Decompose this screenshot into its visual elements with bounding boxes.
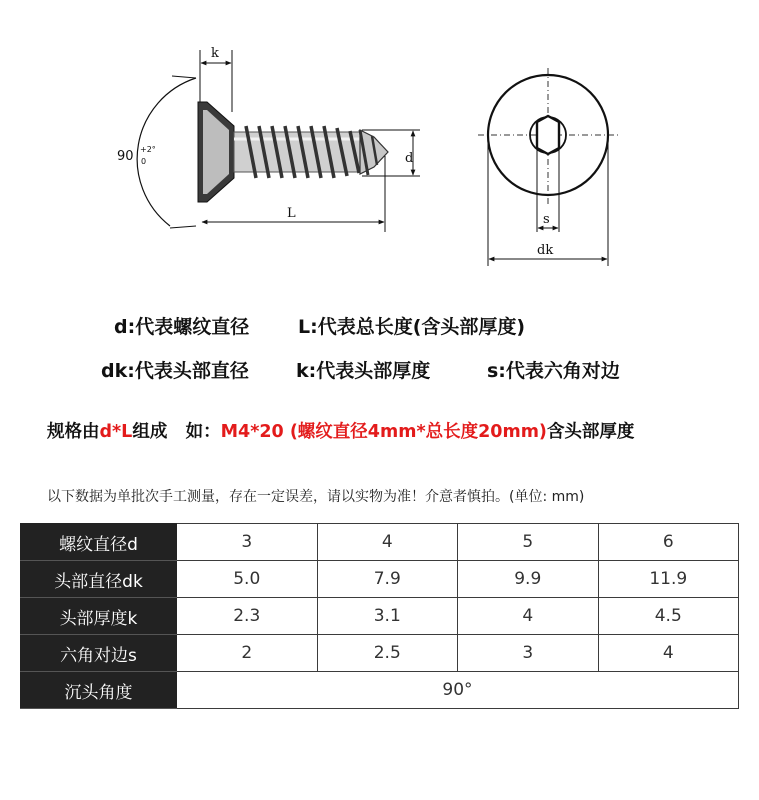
hex-socket	[537, 116, 559, 154]
dim-L-label: L	[287, 206, 296, 221]
angle-tol-upper: +2°	[140, 145, 156, 154]
legend-d: d:代表螺纹直径	[114, 316, 250, 338]
screw-technical-drawing	[0, 0, 759, 300]
angle-tol-lower: 0	[141, 157, 147, 166]
dim-k-label: k	[211, 46, 219, 61]
row-label: 螺纹直径d	[21, 524, 177, 561]
table-cell: 90°	[177, 672, 739, 709]
dim-dk-label: dk	[537, 243, 554, 258]
table-row	[21, 635, 739, 672]
table-row	[21, 598, 739, 635]
legend-k: k:代表头部厚度	[296, 360, 431, 382]
table-cell: 5.0	[177, 561, 318, 598]
table-cell: 2.5	[317, 635, 458, 672]
table-cell: 3.1	[317, 598, 458, 635]
measurement-note: 以下数据为单批次手工测量，存在一定误差，请以实物为准！介意者慎拍。(单位: mm)	[47, 489, 585, 505]
table-cell: 4	[598, 635, 739, 672]
table-cell: 3	[458, 635, 599, 672]
table-row	[21, 524, 739, 561]
spec-prefix: 规格由	[47, 422, 100, 442]
spec-formula: d*L	[99, 422, 133, 442]
row-label: 六角对边s	[21, 635, 177, 672]
spec-table	[20, 523, 739, 709]
table-cell: 2.3	[177, 598, 318, 635]
table-row	[21, 672, 739, 709]
dim-s-label: s	[543, 212, 550, 227]
row-label: 沉头角度	[21, 672, 177, 709]
table-cell: 4	[317, 524, 458, 561]
angle-label: 90	[117, 149, 134, 164]
table-cell: 11.9	[598, 561, 739, 598]
legend-dk: dk:代表头部直径	[101, 360, 249, 382]
spec-example: M4*20 (螺纹直径4mm*总长度20mm)	[220, 422, 547, 442]
table-cell: 9.9	[458, 561, 599, 598]
row-label: 头部厚度k	[21, 598, 177, 635]
dim-d-label: d	[405, 151, 414, 166]
row-label: 头部直径dk	[21, 561, 177, 598]
table-cell: 6	[598, 524, 739, 561]
table-row	[21, 561, 739, 598]
legend-L: L:代表总长度(含头部厚度)	[298, 316, 526, 338]
table-cell: 4	[458, 598, 599, 635]
table-cell: 2	[177, 635, 318, 672]
spec-mid: 组成 如：	[132, 422, 221, 442]
table-cell: 3	[177, 524, 318, 561]
legend-s: s:代表六角对边	[487, 360, 620, 382]
spec-suffix: 含头部厚度	[546, 422, 635, 442]
table-cell: 7.9	[317, 561, 458, 598]
spec-description	[47, 418, 634, 443]
table-cell: 5	[458, 524, 599, 561]
table-cell: 4.5	[598, 598, 739, 635]
